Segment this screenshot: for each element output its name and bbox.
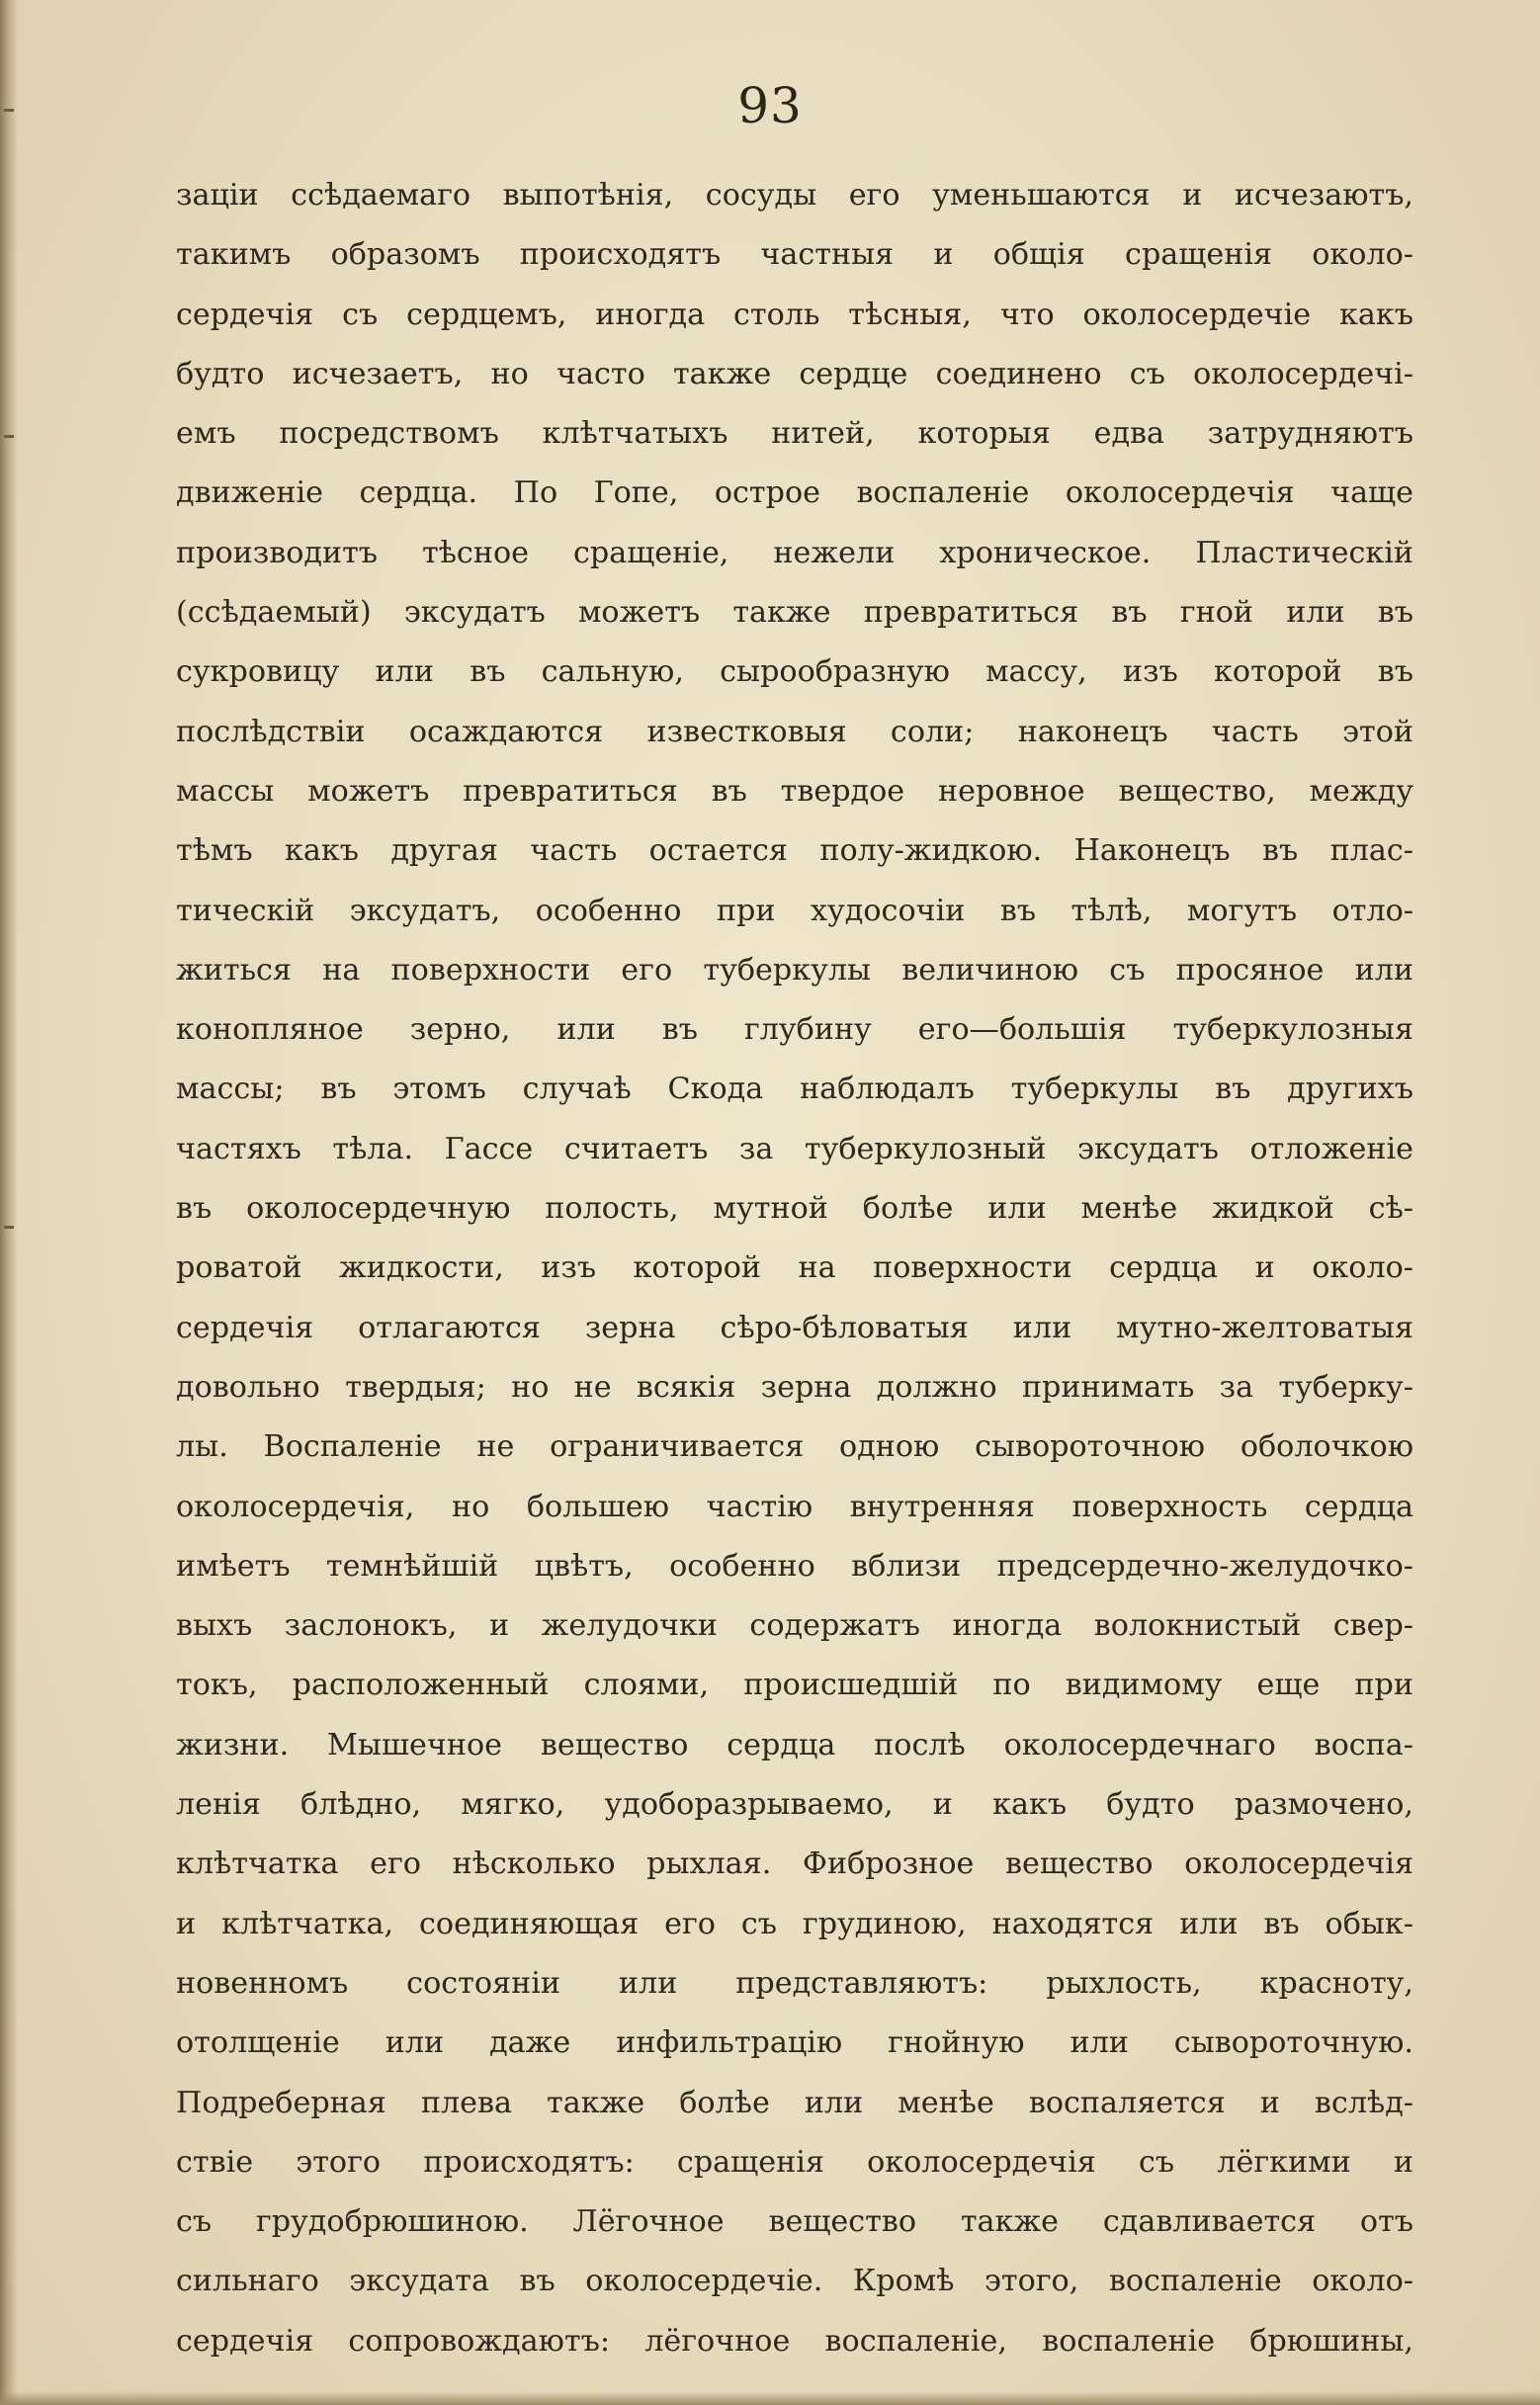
- text-line: заціи ссѣдаемаго выпотѣнія, сосуды его уменьшаются и исчезаютъ,: [176, 178, 1413, 213]
- text-line: частяхъ тѣла. Гассе считаетъ за туберкулозный эксудатъ отложеніе: [176, 1131, 1413, 1166]
- page-binding-edge: [0, 0, 18, 2405]
- text-line: такимъ образомъ происходятъ частныя и общія сращенія около-: [176, 237, 1413, 273]
- text-line: съ грудобрюшиною. Лёгочное вещество также сдавливается отъ: [176, 2204, 1413, 2240]
- margin-tick-mark: [4, 1226, 14, 1229]
- margin-tick-mark: [4, 435, 14, 438]
- text-line: жизни. Мышечное вещество сердца послѣ околосердечнаго воспа-: [176, 1727, 1413, 1762]
- text-line: тѣмъ какъ другая часть остается полу-жидкою. Наконецъ въ плас-: [176, 833, 1413, 869]
- text-line: (ссѣдаемый) эксудатъ можетъ также превратиться въ гной или въ: [176, 595, 1413, 631]
- text-line: сердечія отлагаются зерна сѣро-бѣловатыя или мутно-желтоватыя: [176, 1310, 1413, 1345]
- page-bottom-edge: [0, 2391, 1540, 2405]
- text-line: довольно твердыя; но не всякія зерна должно принимать за туберку-: [176, 1369, 1413, 1405]
- text-line: сердечія сопровождаютъ: лёгочное воспаленіе, воспаленіе брюшины,: [176, 2323, 1413, 2359]
- text-line: ленія блѣдно, мягко, удоборазрываемо, и какъ будто размочено,: [176, 1787, 1413, 1823]
- text-line: клѣтчатка его нѣсколько рыхлая. Фиброзное вещество околосердечія: [176, 1847, 1413, 1882]
- text-line: лы. Воспаленіе не ограничивается одною сывороточною оболочкою: [176, 1429, 1413, 1465]
- text-line: производитъ тѣсное сращеніе, нежели хроническое. Пластическій: [176, 535, 1413, 570]
- text-line: выхъ заслонокъ, и желудочки содержатъ иногда волокнистый свер-: [176, 1608, 1413, 1644]
- page-number: 93: [737, 77, 803, 134]
- text-line: въ околосердечную полость, мутной болѣе или менѣе жидкой сѣ-: [176, 1191, 1413, 1227]
- text-line: сердечія съ сердцемъ, иногда столь тѣсныя, что околосердечіе какъ: [176, 297, 1413, 332]
- text-line: сильнаго эксудата въ околосердечіе. Кромѣ этого, воспаленіе около-: [176, 2264, 1413, 2299]
- text-line: послѣдствіи осаждаются известковыя соли; наконецъ часть этой: [176, 714, 1413, 749]
- text-line: новенномъ состояніи или представляютъ: рыхлость, красноту,: [176, 1965, 1413, 2001]
- text-line: массы можетъ превратиться въ твердое неровное вещество, между: [176, 773, 1413, 809]
- page-body-text: [176, 166, 1413, 2371]
- text-line: Подреберная плева также болѣе или менѣе воспаляется и вслѣд-: [176, 2085, 1413, 2120]
- text-line: житься на поверхности его туберкулы величиною съ просяное или: [176, 952, 1413, 988]
- text-line: сукровицу или въ сальную, сырообразную массу, изъ которой въ: [176, 654, 1413, 690]
- text-line: будто исчезаетъ, но часто также сердце соединено съ околосердечі-: [176, 356, 1413, 391]
- text-line: токъ, расположенный слоями, происшедшій по видимому еще при: [176, 1668, 1413, 1703]
- text-line: тическій эксудатъ, особенно при худосочіи въ тѣлѣ, могутъ отло-: [176, 893, 1413, 928]
- text-line: имѣетъ темнѣйшій цвѣтъ, особенно вблизи предсердечно-желудочко-: [176, 1548, 1413, 1584]
- text-line: движеніе сердца. По Гопе, острое воспаленіе околосердечія чаще: [176, 475, 1413, 511]
- text-line: емъ посредствомъ клѣтчатыхъ нитей, которыя едва затрудняютъ: [176, 416, 1413, 452]
- text-line: массы; въ этомъ случаѣ Скода наблюдалъ туберкулы въ другихъ: [176, 1072, 1413, 1107]
- text-line: роватой жидкости, изъ которой на поверхности сердца и около-: [176, 1250, 1413, 1286]
- text-line: и клѣтчатка, соединяющая его съ грудиною, находятся или въ обык-: [176, 1906, 1413, 1941]
- text-line: конопляное зерно, или въ глубину его—большія туберкулозныя: [176, 1012, 1413, 1048]
- text-line: околосердечія, но большею частію внутренняя поверхность сердца: [176, 1489, 1413, 1524]
- text-line: отолщеніе или даже инфильтрацію гнойную или сывороточную.: [176, 2025, 1413, 2061]
- text-line: ствіе этого происходятъ: сращенія околосердечія съ лёгкими и: [176, 2144, 1413, 2180]
